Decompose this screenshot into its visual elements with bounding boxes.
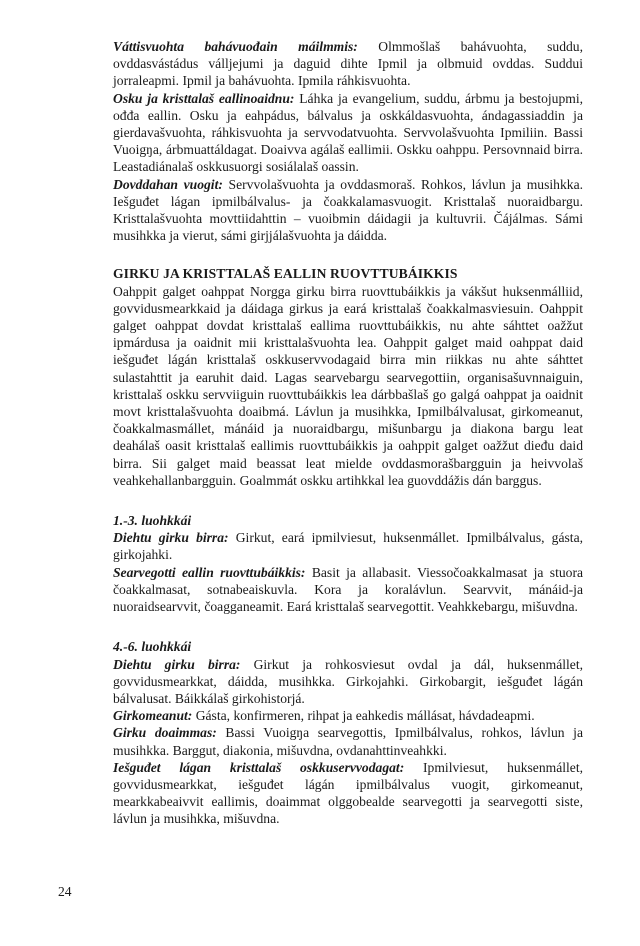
paragraph-text: Bassi Vuoigŋa searvegottis, Ipmilbálvalus, rohkos, lávlun ja musihkka. Barggut, diakonia, mišuvdna, ovdanahttinveahkki.: [113, 725, 583, 758]
grade-4-6-heading: 4.-6. luohkkái: [113, 639, 192, 655]
paragraph-text: Ipmilviesut, huksenmállet, govvidusmearkkat, iešguđet lágán ipmilbálvalus vuogit, girkomeanut, mearkkabeaivvit eallimis, doaimmat olggobealde searvegotti ja searvegotti siste, lávlun ja musihkka, mišuvdna.: [113, 759, 583, 827]
paragraph-text: Girkut, eará ipmilviesut, huksenmállet. Ipmilbálvalus, gásta, girkojahki.: [113, 530, 583, 563]
paragraph-church-knowledge: [113, 529, 583, 563]
paragraph-congregation-life: [113, 564, 583, 616]
paragraph-lead: Diehtu girku birra:: [113, 530, 229, 546]
paragraph-lead: Dovddahan vuogit:: [113, 176, 223, 192]
paragraph-text: Gásta, konfirmeren, rihpat ja eahkedis mállásat, hávdadeapmi.: [192, 708, 535, 724]
paragraph-text: Girkut ja rohkosviesut ovdal ja dál, huksenmállet, govvidusmearkkat, dáidda, musihkka. Girkojahki. Girkobargit, iešguđet lágán bálvalusat. Báikkálaš girkohistorjá.: [113, 656, 583, 706]
paragraph-lead: Diehtu girku birra:: [113, 656, 241, 672]
paragraph-text: Láhka ja evangelium, suddu, árbmu ja bestojupmi, ođđa eallin. Osku ja eahpádus, bálvalus ja oskkáldasvuohta, ándagassiaddin ja gierdavašvuohta, ráhkisvuohta ja servvodatvuohta. Servvolašvuohta Ipmiliin. Bassi Vuoigŋa, árbmuattáldagat. Doaivva agálaš eallimii. Oskku oahppu. Persovnnaid birra. Leastadiánalaš oskkusuorgi sosiálalaš oassin.: [113, 90, 584, 175]
paragraph-text: Olmmošlaš bahávuohta, suddu, ovddasvástádus válljejumi ja daguid dihte Ipmil ja olbmuid ovddas. Suddui jorraleapmi. Ipmil ja bahávuohta. Ipmila ráhkisvuohta.: [113, 39, 583, 89]
paragraph-church-knowledge-4-6: [113, 656, 583, 708]
paragraph-lead: Searvegotti eallin ruovttubáikkis:: [113, 564, 306, 580]
paragraph-expressions: [113, 176, 583, 245]
section-body: Oahppit galget oahppat Norgga girku birra ruovttubáikkis ja vákšut huksenmálliid, govvidusmearkkaid ja dáidaga girkus ja eará kristtalaš čoakkalmasviesuin. Oahppit galget oahppat dovdat kristtalaš eallima ruovttubáikkis, nu ahte sáhttet oažžut ipmárdusa ja oaidnit mii kristtalašvuohta lea. Oahppit galget maid oahppat daid iešguđet lágán kristtalaš oskkuservvodagaid birra min riikkas nu ahte sáhttet sulastahttit ja earuhit daid. Lagas searvebargu searvegottiin, organisašuvnnaiguin, kristtalaš oskku servviiguin ruovttubáikkis lea dárbbašlaš go galgá oahppat ja oaidnit movt kristtalašvuohta doaibmá. Lávlun ja musihkka, Ipmilbálvalusat, girkomeanut, čoakkalmasmállet, mánáid ja nuoraidbargu, mišunbargu ja diakona bargu leat deahálaš oasit kristtalaš eallimis ruovttubáikkis ja oahppit galget oažžut dieđu daid birra. Sii galget maid beassat leat mielde ovddasmorašbargguin ja heivvolaš veahkehallanbargguin. Goalmmát oskku artihkkal lea guovddážis dán barggus.: [113, 283, 583, 488]
grade-1-3-heading: 1.-3. luohkkái: [113, 513, 192, 529]
paragraph-lead: Girku doaimmas:: [113, 725, 217, 741]
page-number: 24: [58, 884, 72, 899]
paragraph-lead: Girkomeanut:: [113, 708, 193, 724]
paragraph-evil-in-world: [113, 38, 583, 90]
document-page: [113, 38, 583, 828]
paragraph-denominations: [113, 759, 583, 828]
paragraph-text: Basit ja allabasit. Viessočoakkalmasat ja stuora čoakkalmasat, sotnabeaiskuvla. Kora ja koralávlun. Searvvit, mánáid-ja nuoraidsearvvit, čoagganeamit. Eará kristtalaš searvegottit. Veahkkebargu, mišuvdna.: [113, 564, 583, 615]
paragraph-church-rites: [113, 707, 583, 724]
paragraph-text: Servvolašvuohta ja ovddasmoraš. Rohkos, lávlun ja musihkka. Iešguđet lágan ipmilbálvalus- ja čoakkalamasvuogit. Kristtalaš nuoraidbargu. Kristtalašvuohta movttiidahttin – vuoibmin dáidagii ja kultuvrii. Čájálmas. Sámi musihkka ja vierut, sámi girjjálašvuohta ja dáidda.: [113, 176, 583, 244]
paragraph-lead: Váttisvuohta bahávuođain máilmmis:: [113, 39, 358, 54]
paragraph-faith-worldview: [113, 90, 583, 176]
section-heading: GIRKU JA KRISTTALAŠ EALLIN RUOVTTUBÁIKKIS: [113, 266, 458, 282]
paragraph-lead: Osku ja kristtalaš eallinoaidnu:: [113, 90, 295, 106]
paragraph-church-activity: [113, 724, 583, 758]
paragraph-lead: Iešguđet lágan kristtalaš oskkuservvodagat:: [113, 759, 405, 775]
